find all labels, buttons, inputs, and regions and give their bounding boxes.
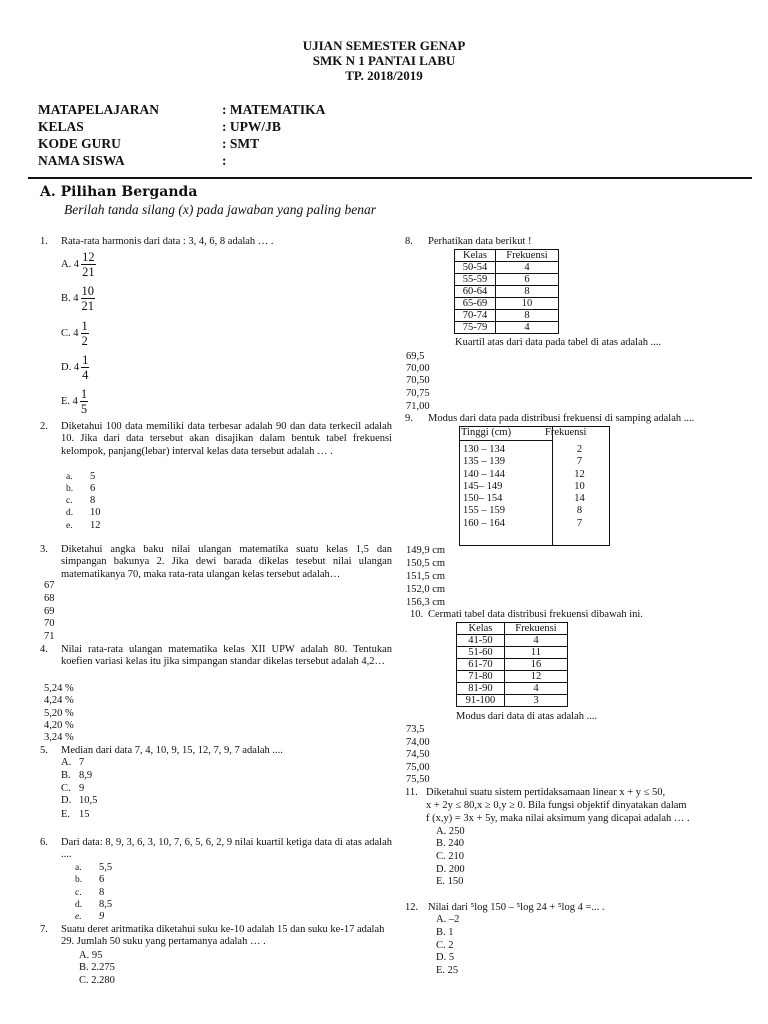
q6-option-d-value: 8,5	[99, 899, 113, 910]
table-cell: 150– 154	[463, 493, 503, 505]
q10-text: Cermati tabel data distribusi frekuensi dibawah ini.	[428, 609, 643, 620]
q1-option-a-num: 12	[82, 250, 95, 264]
table-cell: 12	[574, 468, 585, 480]
q8-option-d[interactable]: 70,75	[406, 388, 430, 399]
section-instruction: Berilah tanda silang (x) pada jawaban yang paling benar	[64, 202, 376, 217]
q9-frequency-table	[459, 444, 608, 530]
q12-number: 12.	[405, 902, 419, 913]
q12-text: Nilai dari ⁵log 150 – ⁵log 24 + ⁵log 4 =... .	[428, 902, 605, 913]
q5-text: Median dari data 7, 4, 10, 9, 15, 12, 7, 9, 7 adalah ....	[61, 745, 283, 756]
q1-option-b-den: 21	[81, 299, 95, 313]
q11-number: 11.	[405, 787, 418, 798]
q10-frequency-table	[456, 622, 568, 707]
q12-option-b[interactable]: B. 1	[436, 927, 454, 938]
table-cell: 61-70	[457, 659, 505, 671]
q5-option-e[interactable]	[61, 809, 90, 820]
header-divider	[28, 177, 752, 179]
q8-frequency-table	[454, 249, 559, 334]
q1-text: Rata-rata harmonis dari data : 3, 4, 6, 8 adalah … .	[61, 236, 274, 247]
table-row	[455, 298, 559, 310]
table-header-cell: Kelas	[455, 250, 496, 262]
q8-text: Perhatikan data berikut !	[428, 236, 532, 247]
q5-option-c-letter: C.	[61, 783, 71, 794]
table-row	[459, 518, 608, 530]
table-cell: 71-80	[457, 671, 505, 683]
table-row	[455, 274, 559, 286]
q5-option-b[interactable]	[61, 770, 92, 781]
meta-value-class: : UPW/JB	[222, 119, 281, 134]
q1-option-e-den: 5	[80, 402, 88, 416]
q10-option-e[interactable]: 75,50	[406, 774, 430, 785]
q4-option-d[interactable]: 4,20 %	[44, 720, 74, 731]
q6-option-b-value: 6	[99, 874, 105, 885]
q1-option-b[interactable]	[61, 284, 95, 313]
q12-option-a[interactable]: A. –2	[436, 914, 460, 925]
q1-option-b-label: B. 4	[61, 293, 79, 304]
school-year: TP. 2018/2019	[345, 68, 423, 83]
q10-number: 10.	[410, 609, 424, 620]
q2-option-d-letter: d.	[66, 508, 74, 518]
meta-value-subject: : MATEMATIKA	[222, 102, 326, 117]
q8-option-b[interactable]: 70,00	[406, 363, 430, 374]
q9-text: Modus dari data pada distribusi frekuensi di samping adalah ....	[428, 413, 695, 424]
q11-option-d[interactable]: D. 200	[436, 864, 465, 875]
table-cell: 55-59	[455, 274, 496, 286]
table-cell: 8	[495, 286, 558, 298]
q3-option-b[interactable]: 68	[44, 593, 55, 604]
table-row	[459, 456, 608, 468]
table-cell: 8	[495, 310, 558, 322]
q8-option-e[interactable]: 71,00	[406, 401, 430, 412]
q5-option-e-value: 15	[79, 809, 90, 820]
q5-option-c-value: 9	[79, 783, 85, 794]
table-cell: 41-50	[457, 635, 505, 647]
q5-option-d-letter: D.	[61, 795, 72, 806]
q9-number: 9.	[405, 413, 413, 424]
q2-option-b-letter: b.	[66, 484, 74, 494]
q3-option-a[interactable]: 67	[44, 580, 55, 591]
table-cell: 135 – 139	[463, 456, 505, 468]
table-cell: 91-100	[457, 695, 505, 707]
meta-label-teacher-code: KODE GURU	[38, 136, 121, 151]
table-row	[459, 469, 608, 481]
table-cell: 6	[495, 274, 558, 286]
table-cell: 4	[504, 635, 567, 647]
q1-option-d-num: 1	[82, 353, 89, 367]
q2-option-e-value: 12	[90, 520, 101, 531]
q1-option-d-label: D. 4	[61, 362, 80, 373]
q6-number: 6.	[40, 837, 48, 848]
q11-option-c[interactable]: C. 210	[436, 851, 465, 862]
table-cell: 4	[495, 322, 558, 334]
table-cell: 51-60	[457, 647, 505, 659]
q6-option-e-value: 9	[99, 911, 105, 922]
q2-option-a-value: 5	[90, 471, 96, 482]
table-row	[457, 695, 568, 707]
q2-option-d[interactable]	[66, 507, 101, 518]
q11-option-b[interactable]: B. 240	[436, 838, 465, 849]
section-title: A. Pilihan Berganda	[40, 184, 198, 200]
q11-text-line2: x + 2y ≤ 80,x ≥ 0,y ≥ 0. Bila fungsi objektif dinyatakan dalam	[426, 800, 687, 811]
table-row	[455, 286, 559, 298]
table-row	[457, 659, 568, 671]
q5-option-b-value: 8,9	[79, 770, 93, 781]
q5-option-e-letter: E.	[61, 809, 71, 820]
table-row	[457, 671, 568, 683]
q1-option-a-den: 21	[82, 265, 95, 279]
q2-option-a-letter: a.	[66, 472, 73, 482]
q2-text: Diketahui 100 data memiliki data terbesar adalah 90 dan data terkecil adalah 10. Jika dari data tersebut akan disajikan dalam bentuk tabel frekuensi kelompok, panjang(lebar) interval kelas data tersebut adalah … .	[61, 421, 392, 457]
q5-option-a-letter: A.	[61, 757, 72, 768]
q3-text: Diketahui angka baku nilai ulangan matematika suatu kelas 1,5 dan simpangan bakunya 2. Jika dewi barada dikelas tesebut nilai ulangan matematikanya 70, maka rata-rata ulangan kelas tersebut adalah…	[61, 544, 392, 580]
q1-option-e[interactable]	[61, 387, 88, 416]
q1-option-c[interactable]	[61, 319, 89, 348]
table-row	[457, 635, 568, 647]
q4-number: 4.	[40, 644, 48, 655]
q1-number: 1.	[40, 236, 48, 247]
meta-value-student-name: :	[222, 153, 227, 168]
q12-option-c[interactable]: C. 2	[436, 940, 454, 951]
table-header-row	[455, 250, 559, 262]
q5-option-b-letter: B.	[61, 770, 71, 781]
table-cell: 70-74	[455, 310, 496, 322]
q10-option-c[interactable]: 74,50	[406, 749, 430, 760]
q5-option-a-value: 7	[79, 757, 85, 768]
table-row	[459, 505, 608, 517]
table-cell: 160 – 164	[463, 517, 505, 529]
table-cell: 75-79	[455, 322, 496, 334]
q12-option-d[interactable]: D. 5	[436, 952, 455, 963]
table-cell: 16	[504, 659, 567, 671]
q10-option-b[interactable]: 74,00	[406, 737, 430, 748]
q1-option-c-label: C. 4	[61, 328, 79, 339]
q12-option-e[interactable]: E. 25	[436, 965, 459, 976]
q6-option-c-value: 8	[99, 887, 105, 898]
q6-option-a-value: 5,5	[99, 862, 113, 873]
table-header-cell: Kelas	[457, 623, 505, 635]
q2-option-b[interactable]	[66, 483, 95, 494]
q2-option-d-value: 10	[90, 507, 101, 518]
q11-text-line3: f (x,y) = 3x + 5y, maka nilai aksimum yang dicapai adalah … .	[426, 813, 690, 824]
q9-option-b[interactable]: 150,5 cm	[406, 558, 446, 569]
q8-question: Kuartil atas dari data pada tabel di atas adalah ....	[455, 337, 662, 348]
table-cell: 130 – 134	[463, 444, 505, 455]
table-row	[455, 310, 559, 322]
q1-option-e-label: E. 4	[61, 396, 78, 407]
table-cell: 2	[576, 444, 583, 455]
meta-label-subject: MATAPELAJARAN	[38, 102, 159, 117]
table-row	[455, 322, 559, 334]
table-cell: 140 – 144	[463, 468, 505, 480]
q6-option-a[interactable]	[75, 862, 112, 873]
table-row	[459, 444, 608, 456]
q9-table-header-frequency: Frekuensi	[545, 427, 587, 438]
table-cell: 65-69	[455, 298, 496, 310]
table-row	[459, 481, 608, 493]
table-cell: 3	[504, 695, 567, 707]
table-cell: 11	[504, 647, 567, 659]
meta-label-student-name: NAMA SISWA	[38, 153, 125, 168]
q6-option-c-letter: c.	[75, 888, 82, 898]
q5-option-d[interactable]	[61, 795, 97, 806]
table-cell: 4	[495, 262, 558, 274]
q9-option-d[interactable]: 152,0 cm	[406, 584, 446, 595]
q1-option-d[interactable]	[61, 353, 89, 382]
table-cell: 8	[576, 505, 583, 517]
table-row	[457, 647, 568, 659]
q2-option-b-value: 6	[90, 483, 96, 494]
q7-option-b[interactable]: B. 2.275	[79, 962, 115, 973]
table-cell: 155 – 159	[463, 505, 505, 517]
q6-option-c[interactable]	[75, 887, 104, 898]
q11-option-a[interactable]: A. 250	[436, 826, 465, 837]
q6-option-b[interactable]	[75, 874, 104, 885]
school-name: SMK N 1 PANTAI LABU	[312, 53, 456, 68]
table-header-cell: Frekuensi	[504, 623, 567, 635]
q9-option-c[interactable]: 151,5 cm	[406, 571, 446, 582]
q9-table-header-height: Tinggi (cm)	[461, 427, 512, 438]
table-header-row	[457, 623, 568, 635]
q1-option-a-label: A. 4	[61, 259, 80, 270]
table-cell: 7	[576, 517, 583, 529]
q4-option-a[interactable]: 5,24 %	[44, 683, 74, 694]
q1-option-c-den: 2	[81, 334, 88, 348]
q10-option-a[interactable]: 73,5	[406, 724, 425, 735]
q6-option-e-letter: e.	[75, 912, 82, 922]
q2-option-c[interactable]	[66, 495, 95, 506]
meta-label-class: KELAS	[38, 119, 84, 134]
table-cell: 10	[574, 480, 585, 492]
table-header-cell: Frekuensi	[495, 250, 558, 262]
q2-option-e[interactable]	[66, 520, 101, 531]
q8-option-c[interactable]: 70,50	[406, 375, 430, 386]
q2-option-e-letter: e.	[66, 521, 73, 531]
q1-option-c-num: 1	[81, 319, 88, 333]
q6-option-d-letter: d.	[75, 900, 83, 910]
table-cell: 4	[504, 683, 567, 695]
q4-option-c[interactable]: 5,20 %	[44, 708, 74, 719]
q6-option-b-letter: b.	[75, 875, 83, 885]
table-row	[459, 493, 608, 505]
table-cell: 10	[495, 298, 558, 310]
q9-option-e[interactable]: 156,3 cm	[406, 597, 446, 608]
q5-number: 5.	[40, 745, 48, 756]
table-cell: 14	[574, 493, 585, 505]
table-cell: 7	[576, 456, 583, 468]
q4-option-b[interactable]: 4,24 %	[44, 695, 74, 706]
table-cell: 81-90	[457, 683, 505, 695]
q3-option-e[interactable]: 71	[44, 631, 55, 642]
table-row	[455, 262, 559, 274]
q2-option-c-value: 8	[90, 495, 96, 506]
q2-option-a[interactable]	[66, 471, 95, 482]
table-row	[457, 683, 568, 695]
table-cell: 50-54	[455, 262, 496, 274]
q5-option-d-value: 10,5	[79, 795, 98, 806]
q7-text: Suatu deret aritmatika diketahui suku ke-10 adalah 15 dan suku ke-17 adalah 29. Jumlah 50 suku yang pertamanya adalah … .	[61, 924, 385, 948]
q8-option-a[interactable]: 69,5	[406, 351, 425, 362]
q11-option-e[interactable]: E. 150	[436, 876, 464, 887]
table-cell: 12	[504, 671, 567, 683]
q3-option-c[interactable]: 69	[44, 606, 55, 617]
meta-value-teacher-code: : SMT	[222, 136, 260, 151]
q3-number: 3.	[40, 544, 48, 555]
q3-option-d[interactable]: 70	[44, 618, 55, 629]
q2-option-c-letter: c.	[66, 496, 73, 506]
q10-option-d[interactable]: 75,00	[406, 762, 430, 773]
q6-option-e[interactable]	[75, 911, 104, 922]
q7-option-a[interactable]: A. 95	[79, 950, 103, 961]
q6-option-a-letter: a.	[75, 863, 82, 873]
table-cell: 145– 149	[463, 480, 503, 492]
q10-question: Modus dari data di atas adalah ....	[456, 711, 598, 722]
q8-number: 8.	[405, 236, 413, 247]
q2-number: 2.	[40, 421, 48, 432]
q9-table-header-rule	[459, 440, 552, 441]
q6-option-d[interactable]	[75, 899, 112, 910]
q5-option-a[interactable]	[61, 757, 84, 768]
q1-option-b-num: 10	[81, 284, 95, 298]
q7-number: 7.	[40, 924, 48, 935]
q7-option-c[interactable]: C. 2.280	[79, 975, 115, 986]
q1-option-e-num: 1	[80, 387, 88, 401]
table-cell: 60-64	[455, 286, 496, 298]
q1-option-d-den: 4	[82, 368, 89, 382]
q11-text-line1: Diketahui suatu sistem pertidaksamaan linear x + y ≤ 50,	[426, 787, 666, 798]
q4-text: Nilai rata-rata ulangan matematika kelas XII UPW adalah 80. Tentukan koefien variasi kelas itu jika simpangan standar dikelas tersebut adalah 4,2…	[61, 644, 392, 668]
q9-option-a[interactable]: 149,9 cm	[406, 545, 446, 556]
q4-option-e[interactable]: 3,24 %	[44, 732, 74, 743]
q1-option-a[interactable]	[61, 250, 96, 279]
q6-text: Dari data: 8, 9, 3, 6, 3, 10, 7, 6, 5, 6, 2, 9 nilai kuartil ketiga data di atas adalah ....	[61, 837, 392, 861]
exam-title: UJIAN SEMESTER GENAP	[302, 38, 466, 53]
q5-option-c[interactable]	[61, 783, 84, 794]
